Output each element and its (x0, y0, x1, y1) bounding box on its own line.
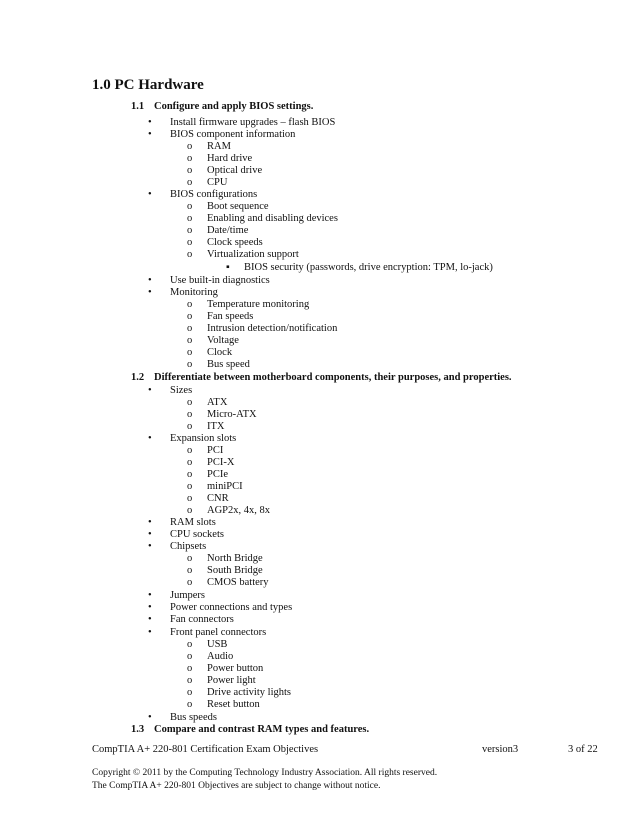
item-text: ITX (207, 421, 225, 432)
sub-item (187, 639, 227, 651)
item-text: Hard drive (207, 153, 253, 164)
bullet-icon: • (148, 189, 152, 200)
circle-bullet-icon: o (187, 445, 193, 456)
sub-item (187, 577, 269, 589)
circle-bullet-icon: o (187, 493, 193, 504)
section-number: 1.3 (131, 724, 145, 735)
section-title: Compare and contrast RAM types and features. (154, 724, 370, 735)
section-heading (131, 724, 369, 736)
sub-item (187, 651, 233, 663)
circle-bullet-icon: o (187, 225, 193, 236)
sub-item (187, 505, 270, 517)
sub-item (187, 225, 248, 237)
sub-item (187, 249, 299, 261)
item-text: Temperature monitoring (207, 299, 310, 310)
sub-item (187, 237, 263, 249)
sub-item (187, 347, 232, 359)
item-text: Jumpers (170, 590, 205, 601)
sub-item (187, 397, 227, 409)
bullet-item (148, 712, 217, 724)
bullet-icon: • (148, 275, 152, 286)
bullet-item (148, 602, 292, 614)
circle-bullet-icon: o (187, 165, 193, 176)
change-notice: The CompTIA A+ 220-801 Objectives are subject to change without notice. (92, 781, 381, 791)
bullet-icon: • (148, 385, 152, 396)
sub-item (187, 153, 252, 165)
section-heading (131, 101, 313, 113)
circle-bullet-icon: o (187, 699, 193, 710)
item-text: Audio (207, 651, 234, 662)
sub-item (187, 323, 337, 335)
sub-item (187, 553, 263, 565)
bullet-icon: • (148, 129, 152, 140)
circle-bullet-icon: o (187, 201, 193, 212)
copyright-text: Copyright © 2011 by the Computing Technology Industry Association. All rights reserved. (92, 768, 438, 778)
circle-bullet-icon: o (187, 505, 193, 516)
bullet-icon: • (148, 117, 152, 128)
item-text: CMOS battery (207, 577, 269, 588)
circle-bullet-icon: o (187, 359, 193, 370)
circle-bullet-icon: o (187, 639, 193, 650)
sub-item (187, 299, 309, 311)
sub-item (187, 565, 263, 577)
sub-item (187, 165, 262, 177)
item-text: Date/time (207, 225, 249, 236)
circle-bullet-icon: o (187, 141, 193, 152)
item-text: Drive activity lights (207, 687, 291, 698)
bullet-icon: • (148, 287, 152, 298)
circle-bullet-icon: o (187, 663, 193, 674)
item-text: Virtualization support (207, 249, 299, 260)
item-text: PCIe (207, 469, 228, 480)
sub-item (187, 311, 253, 323)
bullet-item (148, 614, 234, 626)
section-number: 1.2 (131, 372, 145, 383)
circle-bullet-icon: o (187, 457, 193, 468)
sub-item (187, 213, 338, 225)
bullet-item (148, 627, 266, 639)
section-heading (131, 372, 512, 384)
bullet-icon: • (148, 602, 152, 613)
footer-page-number: 3 of 22 (568, 744, 598, 755)
sub-item (187, 177, 227, 189)
bullet-icon: • (148, 529, 152, 540)
item-text: Voltage (207, 335, 239, 346)
item-text: miniPCI (207, 481, 243, 492)
item-text: Bus speeds (170, 712, 217, 723)
bullet-icon: • (148, 517, 152, 528)
item-text: Enabling and disabling devices (207, 213, 338, 224)
item-text: Optical drive (207, 165, 263, 176)
sub-item (187, 335, 239, 347)
sub-item (187, 445, 223, 457)
item-text: CNR (207, 493, 229, 504)
bullet-item (148, 117, 335, 129)
bullet-item (148, 385, 192, 397)
sub-item (187, 687, 291, 699)
sub-item (187, 493, 229, 505)
item-text: PCI-X (207, 457, 235, 468)
footer-title: CompTIA A+ 220-801 Certification Exam Objectives (92, 744, 319, 755)
sub-item (187, 481, 243, 493)
item-text: Power light (207, 675, 256, 686)
bullet-item (148, 287, 218, 299)
sub-item (187, 675, 256, 687)
bullet-item (148, 517, 216, 529)
circle-bullet-icon: o (187, 213, 193, 224)
item-text: BIOS security (passwords, drive encryption: TPM, lo-jack) (244, 262, 493, 273)
bullet-item (148, 433, 236, 445)
circle-bullet-icon: o (187, 237, 193, 248)
section-title: Differentiate between motherboard components, their purposes, and properties. (154, 372, 512, 383)
sub-item (187, 699, 260, 711)
item-text: Micro-ATX (207, 409, 257, 420)
bullet-icon: • (148, 433, 152, 444)
item-text: Intrusion detection/notification (207, 323, 338, 334)
circle-bullet-icon: o (187, 565, 193, 576)
item-text: RAM (207, 141, 231, 152)
item-text: Monitoring (170, 287, 218, 298)
bullet-icon: • (148, 541, 152, 552)
bullet-icon: • (148, 590, 152, 601)
item-text: RAM slots (170, 517, 216, 528)
sub-item (187, 359, 250, 371)
item-text: South Bridge (207, 565, 263, 576)
circle-bullet-icon: o (187, 651, 193, 662)
item-text: Install firmware upgrades – flash BIOS (170, 117, 336, 128)
item-text: USB (207, 639, 228, 650)
circle-bullet-icon: o (187, 249, 193, 260)
item-text: Clock speeds (207, 237, 263, 248)
item-text: Sizes (170, 385, 193, 396)
circle-bullet-icon: o (187, 153, 193, 164)
circle-bullet-icon: o (187, 421, 193, 432)
bullet-icon: • (148, 614, 152, 625)
sub-item (187, 421, 225, 433)
circle-bullet-icon: o (187, 687, 193, 698)
circle-bullet-icon: o (187, 577, 193, 588)
bullet-item (148, 529, 224, 541)
item-text: Front panel connectors (170, 627, 267, 638)
item-text: AGP2x, 4x, 8x (207, 505, 271, 516)
sub-item (187, 409, 257, 421)
circle-bullet-icon: o (187, 311, 193, 322)
circle-bullet-icon: o (187, 481, 193, 492)
page-heading: 1.0 PC Hardware (92, 77, 204, 93)
sub-item (187, 469, 228, 481)
item-text: Fan speeds (207, 311, 254, 322)
circle-bullet-icon: o (187, 335, 193, 346)
sub-item (187, 201, 269, 213)
circle-bullet-icon: o (187, 299, 193, 310)
item-text: CPU sockets (170, 529, 224, 540)
item-text: Use built-in diagnostics (170, 275, 270, 286)
section-title: Configure and apply BIOS settings. (154, 101, 314, 112)
item-text: Boot sequence (207, 201, 269, 212)
circle-bullet-icon: o (187, 409, 193, 420)
circle-bullet-icon: o (187, 469, 193, 480)
item-text: BIOS component information (170, 129, 296, 140)
circle-bullet-icon: o (187, 323, 193, 334)
circle-bullet-icon: o (187, 347, 193, 358)
bullet-item (148, 129, 295, 141)
item-text: Expansion slots (170, 433, 237, 444)
sub-sub-item (226, 262, 493, 274)
item-text: ATX (207, 397, 228, 408)
item-text: Power connections and types (170, 602, 293, 613)
bullet-item (148, 275, 270, 287)
section-number: 1.1 (131, 101, 145, 112)
bullet-icon: • (148, 712, 152, 723)
sub-item (187, 457, 234, 469)
item-text: BIOS configurations (170, 189, 258, 200)
item-text: Clock (207, 347, 233, 358)
sub-item (187, 141, 231, 153)
bullet-icon: • (148, 627, 152, 638)
circle-bullet-icon: o (187, 397, 193, 408)
bullet-item (148, 541, 206, 553)
square-bullet-icon: ▪ (226, 262, 230, 273)
item-text: PCI (207, 445, 224, 456)
item-text: Bus speed (207, 359, 250, 370)
bullet-item (148, 590, 205, 602)
item-text: Reset button (207, 699, 260, 710)
item-text: North Bridge (207, 553, 263, 564)
item-text: Power button (207, 663, 264, 674)
sub-item (187, 663, 263, 675)
bullet-item (148, 189, 257, 201)
circle-bullet-icon: o (187, 177, 193, 188)
item-text: Chipsets (170, 541, 207, 552)
circle-bullet-icon: o (187, 675, 193, 686)
item-text: CPU (207, 177, 228, 188)
circle-bullet-icon: o (187, 553, 193, 564)
footer-version: version3 (482, 744, 519, 755)
item-text: Fan connectors (170, 614, 234, 625)
